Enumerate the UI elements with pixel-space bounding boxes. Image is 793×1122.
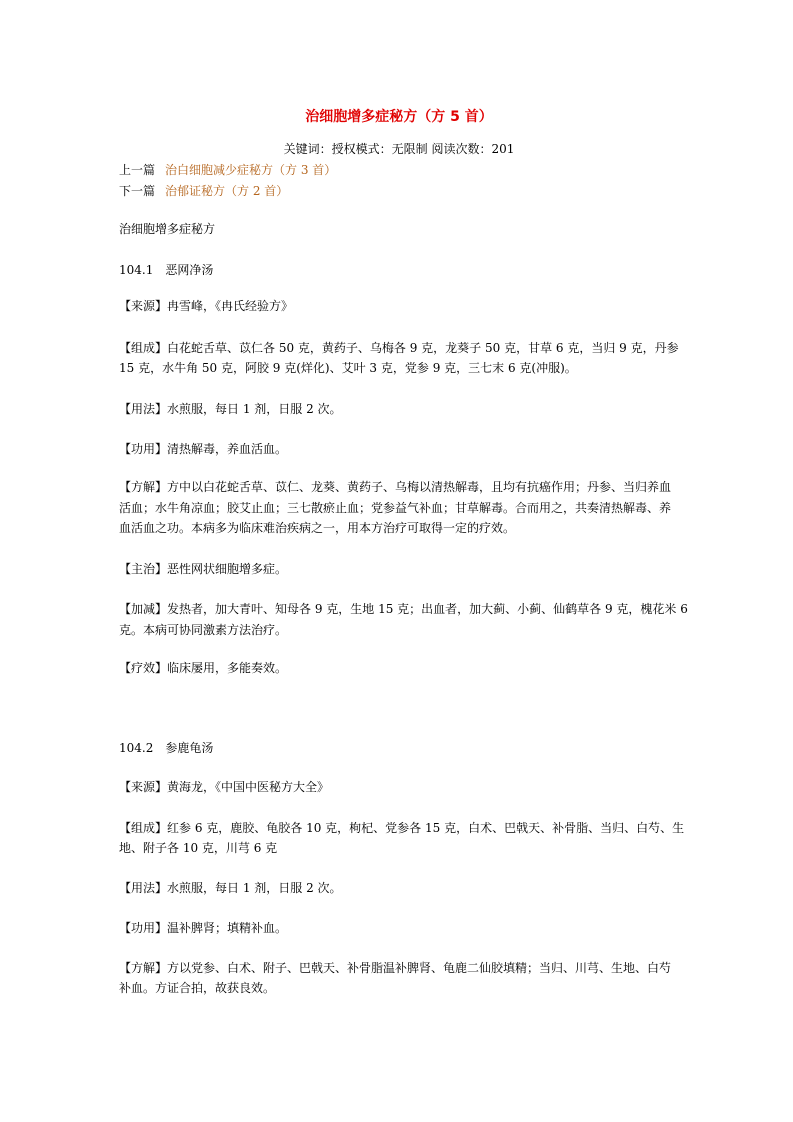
recipe-1-efficacy: 【疗效】临床屡用，多能奏效。 xyxy=(119,661,288,675)
recipe-1-indication: 【主治】恶性网状细胞增多症。 xyxy=(119,562,288,576)
recipe-1-effect: 【功用】清热解毒，养血活血。 xyxy=(119,442,288,456)
recipe-1-explanation-line-1: 【方解】方中以白花蛇舌草、苡仁、龙葵、黄药子、乌梅以清热解毒，且均有抗癌作用；丹参、当归养血 xyxy=(119,480,672,494)
recipe-1-usage: 【用法】水煎服，每日 1 剂，日服 2 次。 xyxy=(119,402,342,416)
recipe-1-source: 【来源】冉雪峰，《冉氏经验方》 xyxy=(119,299,294,313)
recipe-1-name: 104.1 恶网净汤 xyxy=(119,263,214,277)
meta-line: 关键词：授权模式：无限制 阅读次数：201 xyxy=(283,142,515,156)
recipe-2-explanation-line-2: 补血。方证合拍，故获良效。 xyxy=(119,981,276,995)
prev-label: 上一篇 xyxy=(119,163,156,177)
recipe-2-explanation-line-1: 【方解】方以党参、白术、附子、巴戟天、补骨脂温补脾肾、龟鹿二仙胶填精；当归、川芎、生地、白芍 xyxy=(119,961,672,975)
recipe-1-modification-line-1: 【加减】发热者，加大青叶、知母各 9 克，生地 15 克；出血者，加大蓟、小蓟、仙鹤草各 9 克，槐花米 6 xyxy=(119,602,688,616)
recipe-2-name: 104.2 参鹿龟汤 xyxy=(119,741,214,755)
recipe-1-composition-line-2: 15 克，水牛角 50 克，阿胶 9 克(烊化)、艾叶 3 克，党参 9 克，三七末 6 克(冲服)。 xyxy=(119,361,577,375)
recipe-1-modification-line-2: 克。本病可协同激素方法治疗。 xyxy=(119,623,288,637)
prev-nav xyxy=(119,162,336,178)
next-nav xyxy=(119,183,288,199)
recipe-1-explanation-line-3: 血活血之功。本病多为临床难治疾病之一，用本方治疗可取得一定的疗效。 xyxy=(119,521,516,535)
next-article-link[interactable]: 治郁证秘方（方 2 首） xyxy=(165,184,289,198)
recipe-1-composition-line-1: 【组成】白花蛇舌草、苡仁各 50 克，黄药子、乌梅各 9 克，龙葵子 50 克，甘草 6 克，当归 9 克，丹参 xyxy=(119,341,679,355)
recipe-2-composition-line-1: 【组成】红参 6 克，鹿胶、龟胶各 10 克，枸杞、党参各 15 克，白术、巴戟天、补骨脂、当归、白芍、生 xyxy=(119,821,685,835)
section-heading: 治细胞增多症秘方 xyxy=(119,222,216,236)
recipe-2-composition-line-2: 地、附子各 10 克，川芎 6 克 xyxy=(119,841,278,855)
recipe-2-source: 【来源】黄海龙，《中国中医秘方大全》 xyxy=(119,780,330,794)
recipe-2-effect: 【功用】温补脾肾；填精补血。 xyxy=(119,921,288,935)
recipe-2-usage: 【用法】水煎服，每日 1 剂，日服 2 次。 xyxy=(119,881,342,895)
recipe-1-explanation-line-2: 活血；水牛角凉血；胶艾止血；三七散瘀止血；党参益气补血；甘草解毒。合而用之，共奏清热解毒、养 xyxy=(119,501,672,515)
next-label: 下一篇 xyxy=(119,184,156,198)
page-title: 治细胞增多症秘方（方 5 首） xyxy=(305,109,493,125)
prev-article-link[interactable]: 治白细胞减少症秘方（方 3 首） xyxy=(165,163,337,177)
